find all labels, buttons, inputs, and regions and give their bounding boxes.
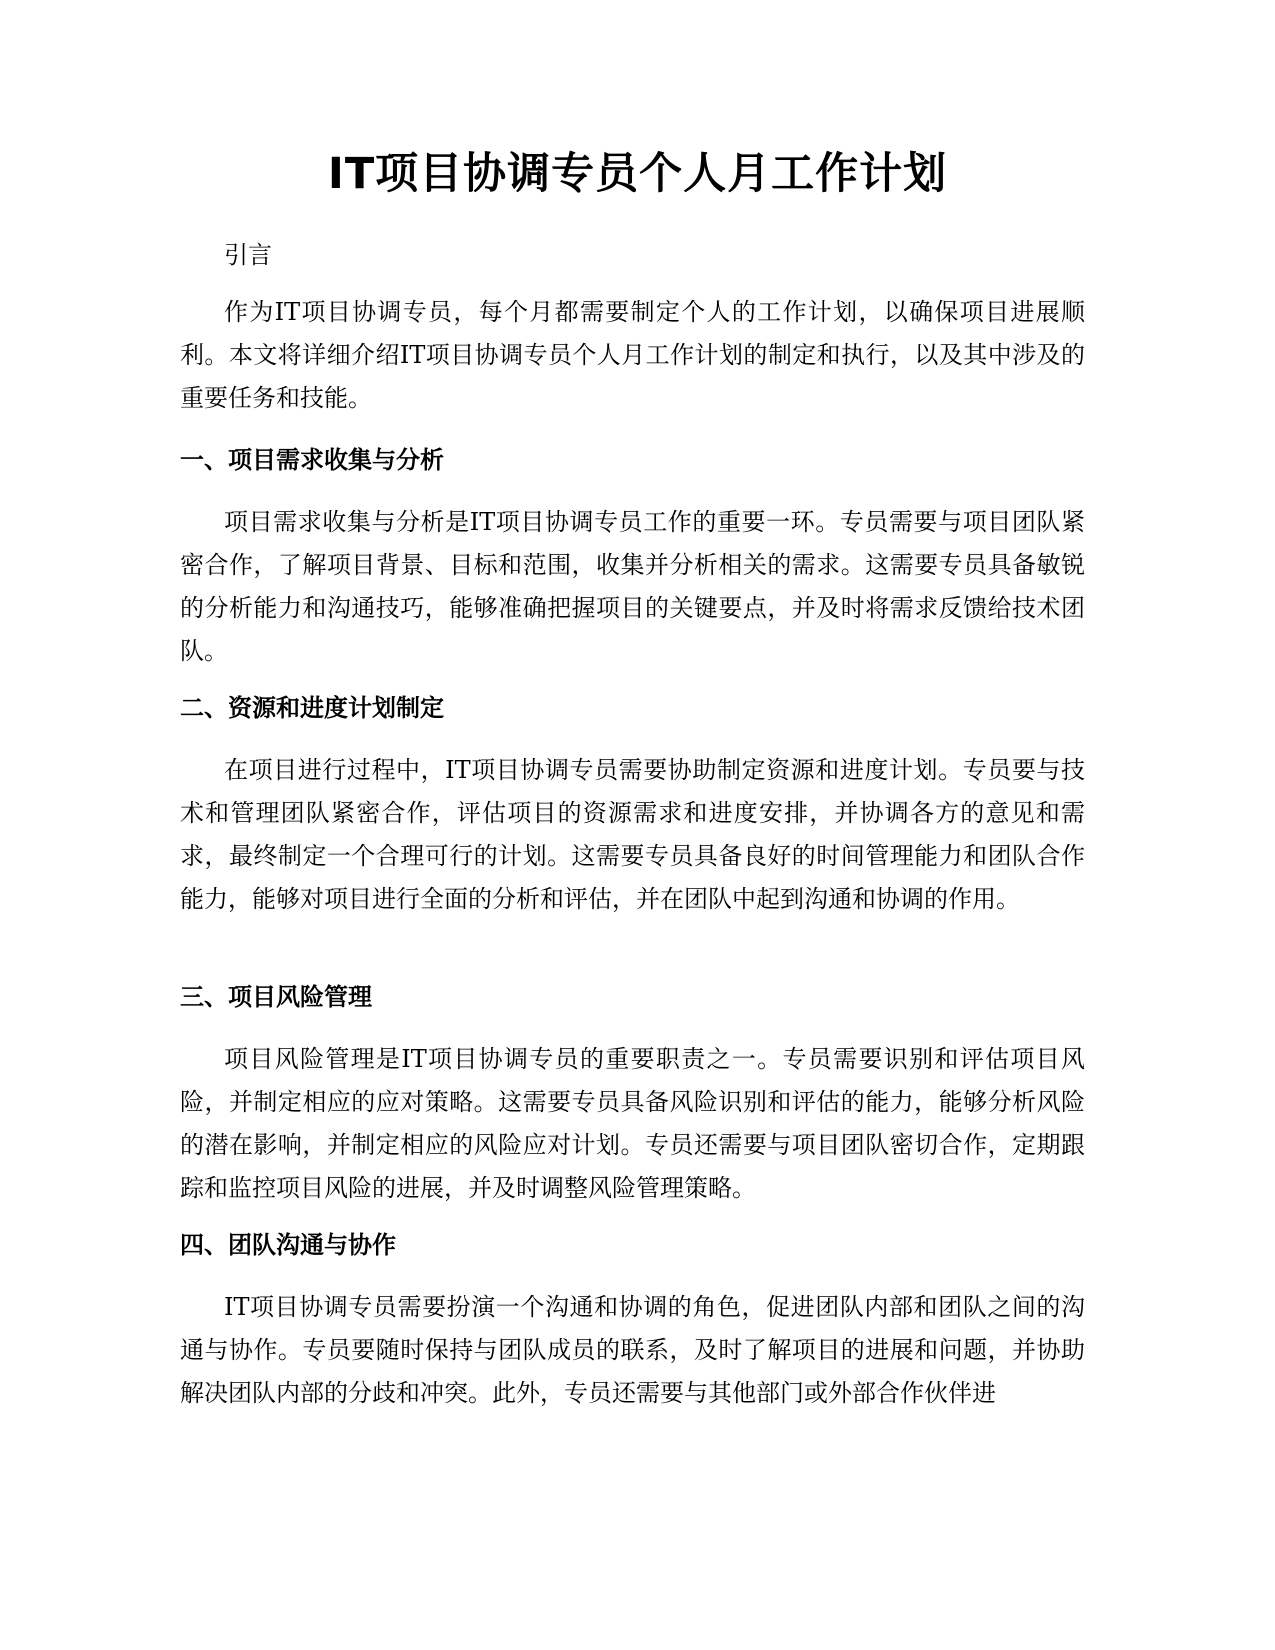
- section-paragraph-2: 在项目进行过程中，IT项目协调专员需要协助制定资源和进度计划。专员要与技术和管理团队紧密合作，评估项目的资源需求和进度安排，并协调各方的意见和需求，最终制定一个合理可行的计划。这需要专员具备良好的时间管理能力和团队合作能力，能够对项目进行全面的分析和评估，并在团队中起到沟通和协调的作用。: [180, 756, 1085, 913]
- section-paragraph-3: 项目风险管理是IT项目协调专员的重要职责之一。专员需要识别和评估项目风险，并制定相应的应对策略。这需要专员具备风险识别和评估的能力，能够分析风险的潜在影响，并制定相应的风险应对计划。专员还需要与项目团队密切合作，定期跟踪和监控项目风险的进展，并及时调整风险管理策略。: [180, 1045, 1085, 1202]
- intro-label: 引言: [224, 241, 272, 269]
- section-paragraph-1: 项目需求收集与分析是IT项目协调专员工作的重要一环。专员需要与项目团队紧密合作，了解项目背景、目标和范围，收集并分析相关的需求。这需要专员具备敏锐的分析能力和沟通技巧，能够准确把握项目的关键要点，并及时将需求反馈给技术团队。: [180, 508, 1085, 665]
- section-heading-4: 四、团队沟通与协作: [180, 1231, 396, 1259]
- section-heading-2: 二、资源和进度计划制定: [180, 694, 444, 722]
- section-heading-1: 一、项目需求收集与分析: [180, 446, 444, 474]
- section-paragraph-4: IT项目协调专员需要扮演一个沟通和协调的角色，促进团队内部和团队之间的沟通与协作。专员要随时保持与团队成员的联系，及时了解项目的进展和问题，并协助解决团队内部的分歧和冲突。此外，专员还需要与其他部门或外部合作伙伴进: [180, 1293, 1085, 1407]
- intro-paragraph: 作为IT项目协调专员，每个月都需要制定个人的工作计划，以确保项目进展顺利。本文将详细介绍IT项目协调专员个人月工作计划的制定和执行，以及其中涉及的重要任务和技能。: [180, 298, 1085, 412]
- document-title: IT项目协调专员个人月工作计划: [327, 149, 948, 199]
- section-heading-3: 三、项目风险管理: [180, 983, 372, 1011]
